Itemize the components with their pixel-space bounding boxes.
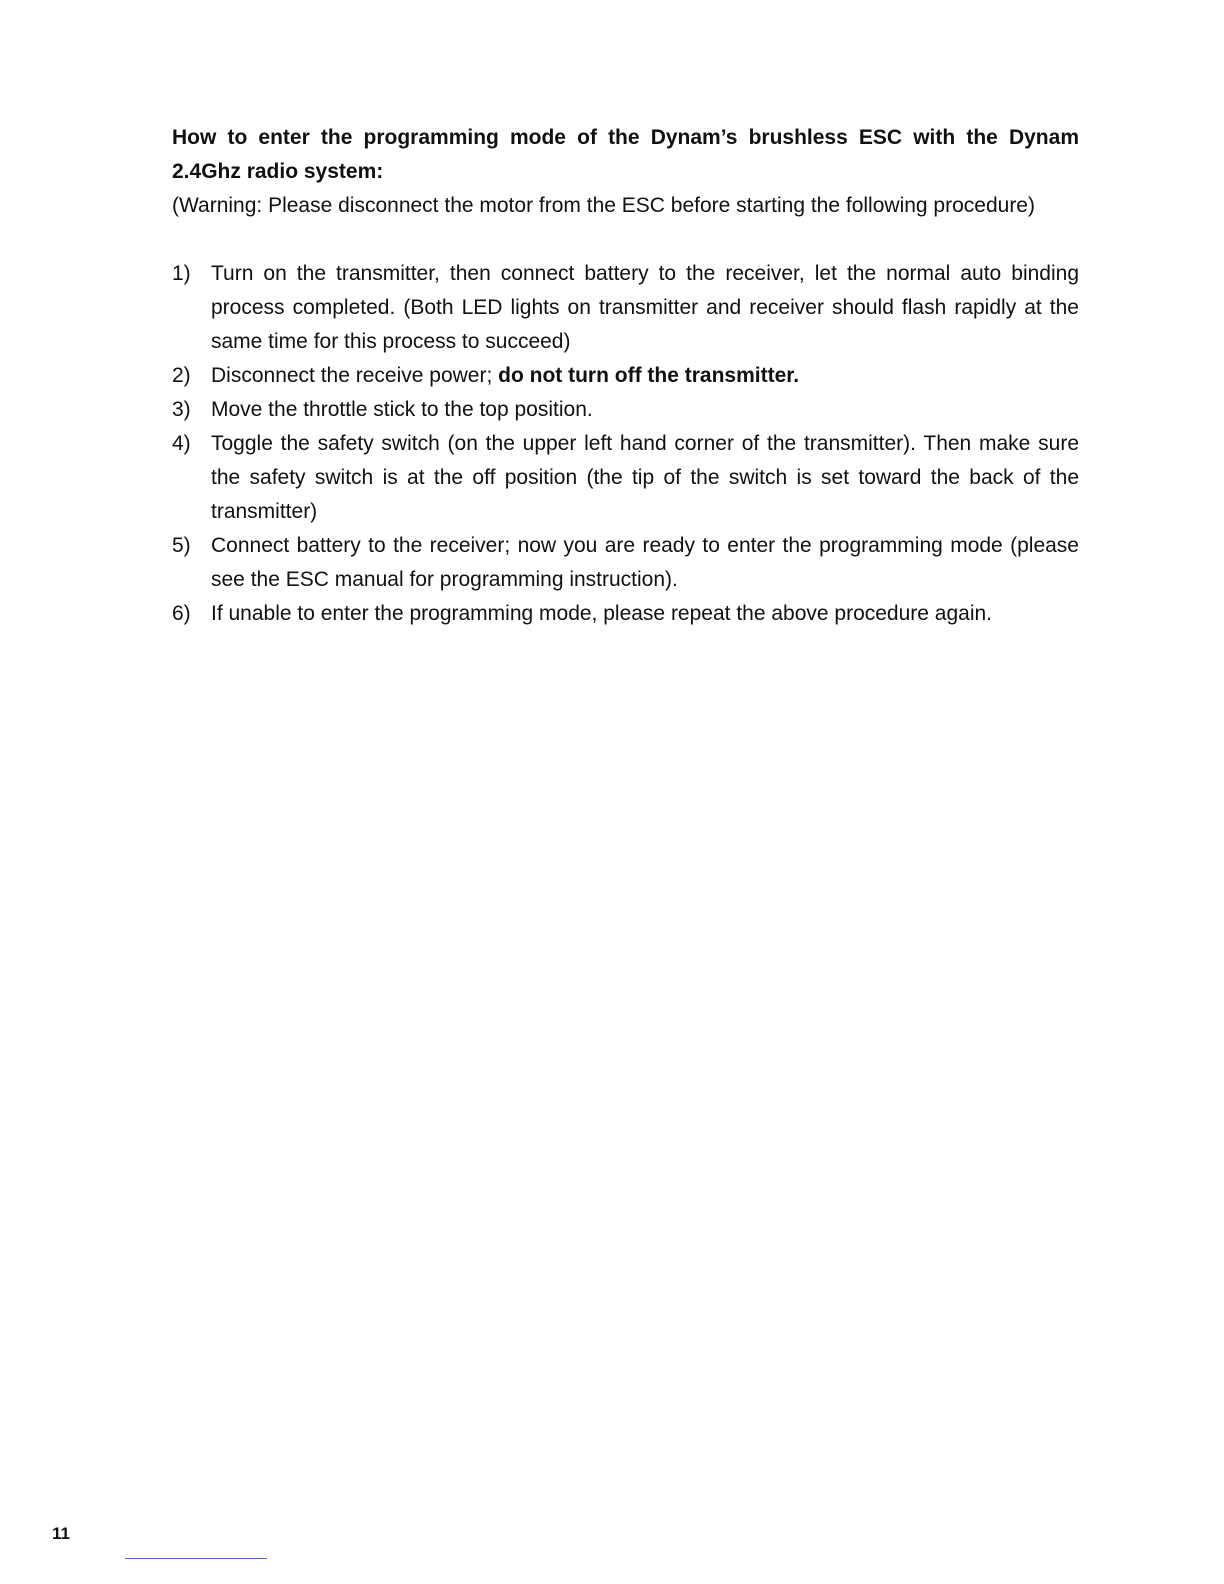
step-text: Disconnect the receive power; <box>211 364 499 387</box>
footer-rule <box>125 1558 267 1559</box>
step-number: 4) <box>172 432 191 455</box>
step-item <box>172 257 1079 359</box>
step-text: Toggle the safety switch (on the upper left hand corner of the transmitter). Then make sure the safety switch is at the off position (the tip of the switch is set toward the back of the transmitter) <box>211 432 1079 523</box>
step-item <box>172 427 1079 529</box>
step-number: 6) <box>172 602 191 625</box>
step-text: Connect battery to the receiver; now you are ready to enter the programming mode (please see the ESC manual for programming instruction). <box>211 534 1079 591</box>
step-number: 3) <box>172 398 191 421</box>
step-item <box>172 597 1079 631</box>
step-number: 1) <box>172 262 191 285</box>
step-text: Move the throttle stick to the top position. <box>211 398 593 421</box>
step-item <box>172 393 1079 427</box>
step-number: 2) <box>172 364 191 387</box>
step-text: Turn on the transmitter, then connect battery to the receiver, let the normal auto binding process completed. (Both LED lights on transmitter and receiver should flash rapidly at the same time for this process to succeed) <box>211 262 1079 353</box>
warning-note: (Warning: Please disconnect the motor from the ESC before starting the following procedure) <box>172 194 1035 217</box>
document-body <box>172 121 1079 631</box>
step-text-container <box>211 359 1079 393</box>
step-item <box>172 359 1079 393</box>
procedure-steps <box>172 257 1079 631</box>
step-text-bold: do not turn off the transmitter. <box>498 364 800 387</box>
step-item <box>172 529 1079 597</box>
page-number: 11 <box>52 1524 70 1543</box>
section-heading: How to enter the programming mode of the Dynam’s brushless ESC with the Dynam 2.4Ghz radio system: <box>172 126 1079 183</box>
step-text: If unable to enter the programming mode, please repeat the above procedure again. <box>211 602 993 625</box>
step-number: 5) <box>172 534 191 557</box>
